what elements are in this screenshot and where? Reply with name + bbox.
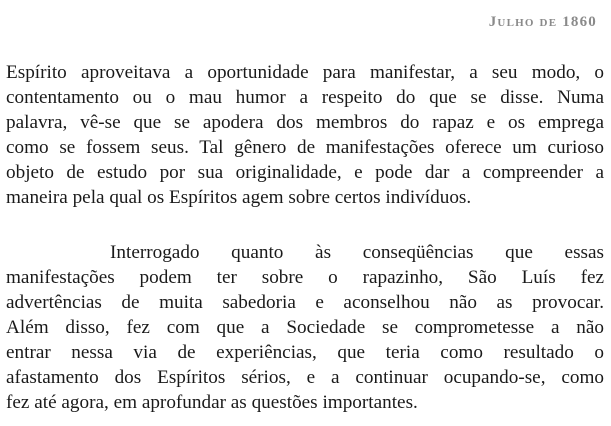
text-line: como se fossem seus. Tal gênero de manifestações oferece um curioso <box>6 137 604 158</box>
paragraph-1 <box>6 60 604 210</box>
text-line: entrar nessa via de experiências, que teria como resultado o <box>6 342 604 363</box>
text-line: advertências de muita sabedoria e aconselhou não as provocar. <box>6 292 604 313</box>
running-header: Julho de 1860 <box>488 14 597 30</box>
text-line: objeto de estudo por sua originalidade, e pode dar a compreender a <box>6 162 604 183</box>
text-line: contentamento ou o mau humor a respeito do que se disse. Numa <box>6 87 604 108</box>
text-line: maneira pela qual os Espíritos agem sobre certos indivíduos. <box>6 187 472 208</box>
text-line: Espírito aproveitava a oportunidade para manifestar, a seu modo, o <box>6 62 604 83</box>
paragraph-2 <box>6 240 604 415</box>
text-line: fez até agora, em aprofundar as questões importantes. <box>6 392 418 413</box>
text-line: manifestações podem ter sobre o rapazinho, São Luís fez <box>6 267 604 288</box>
text-line: afastamento dos Espíritos sérios, e a continuar ocupando-se, como <box>6 367 604 388</box>
text-line: Além disso, fez com que a Sociedade se comprometesse a não <box>6 317 604 338</box>
text-line: Interrogado quanto às conseqüências que essas <box>110 242 604 263</box>
text-line: palavra, vê-se que se apodera dos membros do rapaz e os emprega <box>6 112 604 133</box>
